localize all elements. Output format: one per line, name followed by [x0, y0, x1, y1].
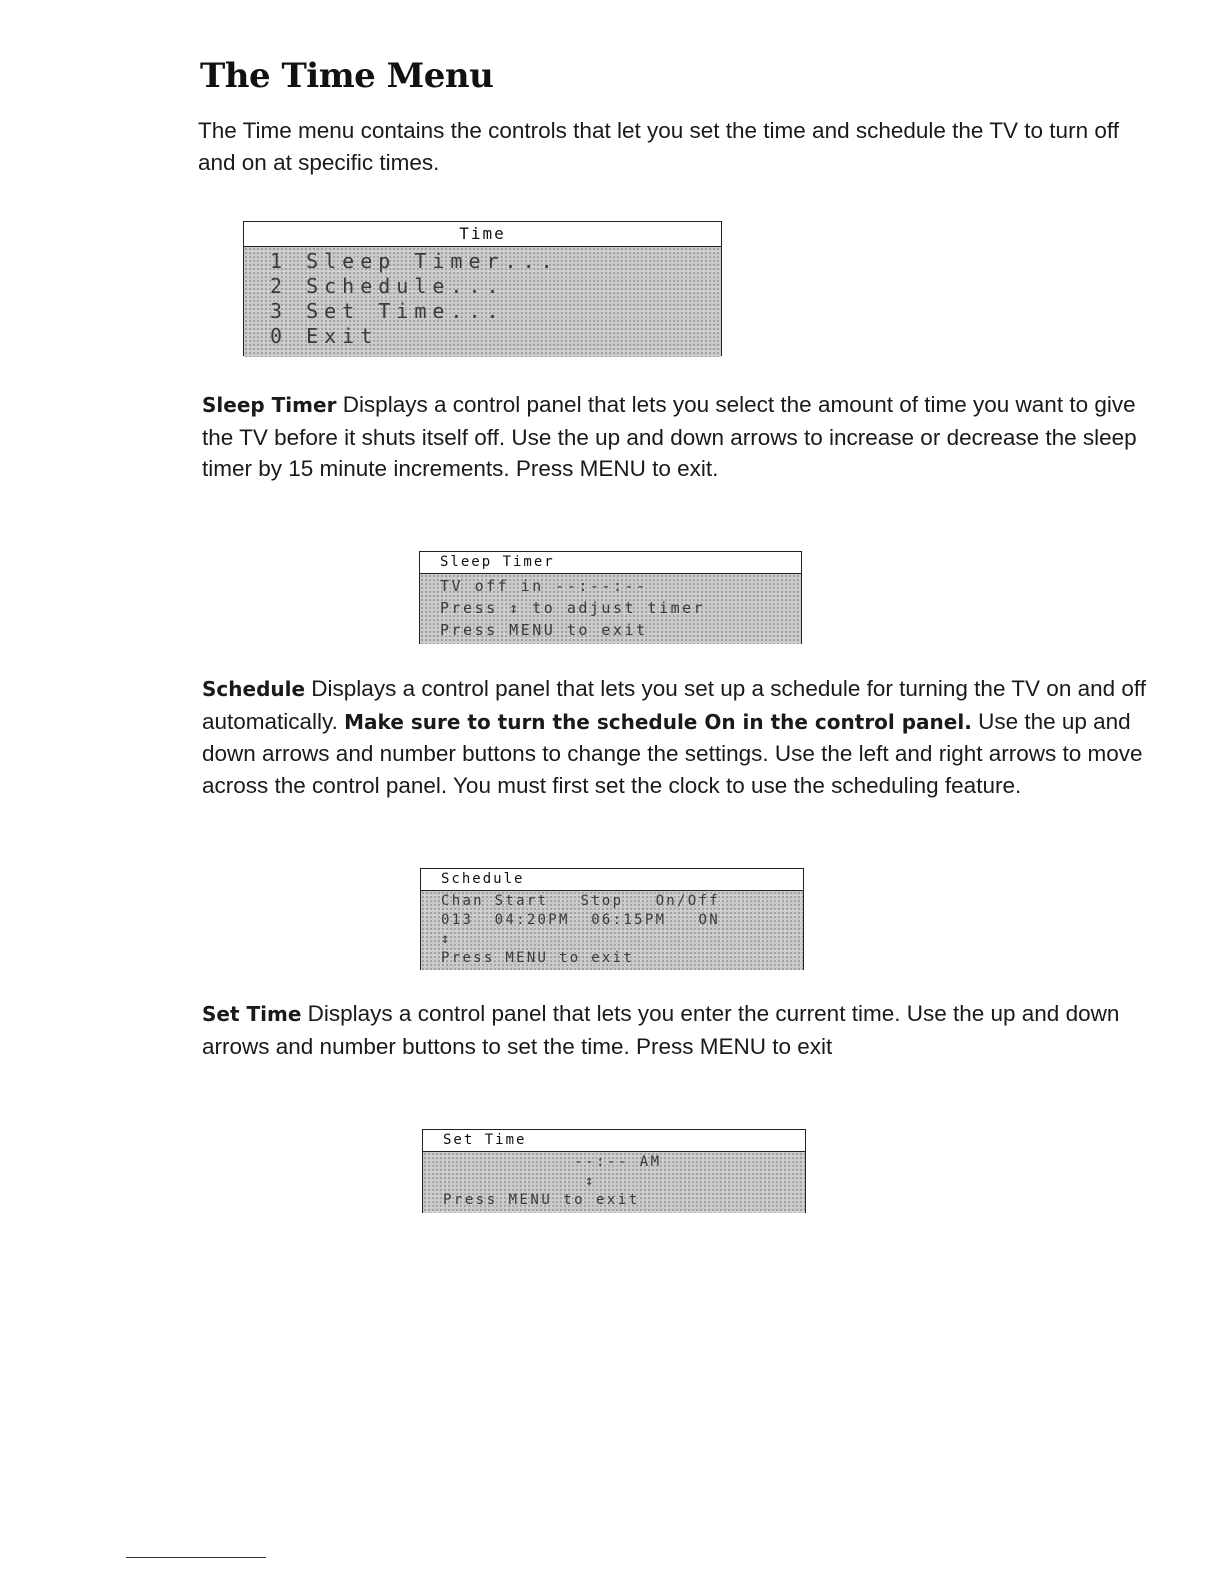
set-time-term: Set Time: [202, 1002, 302, 1026]
schedule-data-row: 013 04:20PM 06:15PM ON: [441, 912, 720, 928]
sleep-timer-panel: [419, 551, 802, 644]
sleep-timer-exit-hint: Press MENU to exit: [440, 621, 648, 639]
schedule-text-after: Use the up and down arrows and number buttons to change the settings. Use the left and right arrows to move across the control panel. You must first set the clock to use the scheduling feature.: [202, 708, 1143, 798]
schedule-term: Schedule: [202, 677, 306, 701]
set-time-clock-value: --:-- AM: [443, 1154, 662, 1170]
page-title: The Time Menu: [200, 56, 494, 96]
sleep-timer-term: Sleep Timer: [202, 393, 337, 417]
set-time-panel: [422, 1129, 806, 1213]
schedule-panel-body: [421, 891, 803, 970]
footer-rule: [126, 1557, 266, 1558]
schedule-panel: [420, 868, 804, 970]
time-menu-title: Time: [244, 222, 721, 247]
time-menu-item-set-time[interactable]: 3 Set Time...: [270, 299, 505, 323]
schedule-exit-hint: Press MENU to exit: [441, 950, 635, 966]
sleep-timer-panel-body: [420, 574, 801, 644]
schedule-description: [202, 673, 1162, 801]
intro-paragraph: The Time menu contains the controls that let you set the time and schedule the TV to turn off and on at specific times.: [198, 118, 1119, 175]
sleep-timer-adjust-hint: Press ↕ to adjust timer: [440, 599, 706, 617]
set-time-text: Displays a control panel that lets you enter the current time. Use the up and down arrows and number buttons to set the time. Press MENU to exit: [202, 1001, 1120, 1059]
sleep-timer-description: [202, 389, 1162, 485]
set-time-cursor: ↕: [443, 1173, 597, 1189]
sleep-timer-text: Displays a control panel that lets you select the amount of time you want to give the TV before it shuts itself off. Use the up and down arrows to increase or decrease the sleep timer by 15 minute increments. Press MENU to exit.: [202, 392, 1137, 481]
time-menu-item-schedule[interactable]: 2 Schedule...: [270, 274, 505, 298]
set-time-panel-body: [423, 1152, 805, 1213]
time-menu-item-sleep-timer[interactable]: 1 Sleep Timer...: [270, 249, 559, 273]
schedule-panel-title: Schedule: [421, 869, 803, 891]
sleep-timer-countdown: TV off in --:--:--: [440, 577, 648, 595]
set-time-panel-title: Set Time: [423, 1130, 805, 1152]
time-menu-body: [244, 247, 721, 357]
schedule-emphasis: Make sure to turn the schedule On in the control panel.: [344, 709, 972, 734]
time-menu-panel: [243, 221, 722, 356]
set-time-description: [202, 998, 1162, 1062]
sleep-timer-panel-title: Sleep Timer: [420, 552, 801, 574]
schedule-text-before: Displays a control panel that lets you set up a schedule for turning the TV on and off automatically.: [202, 676, 1146, 734]
schedule-cursor-row: ↕: [441, 931, 452, 947]
set-time-exit-hint: Press MENU to exit: [443, 1192, 640, 1208]
schedule-header-row: Chan Start Stop On/Off: [441, 893, 720, 909]
time-menu-item-exit[interactable]: 0 Exit: [270, 324, 379, 348]
